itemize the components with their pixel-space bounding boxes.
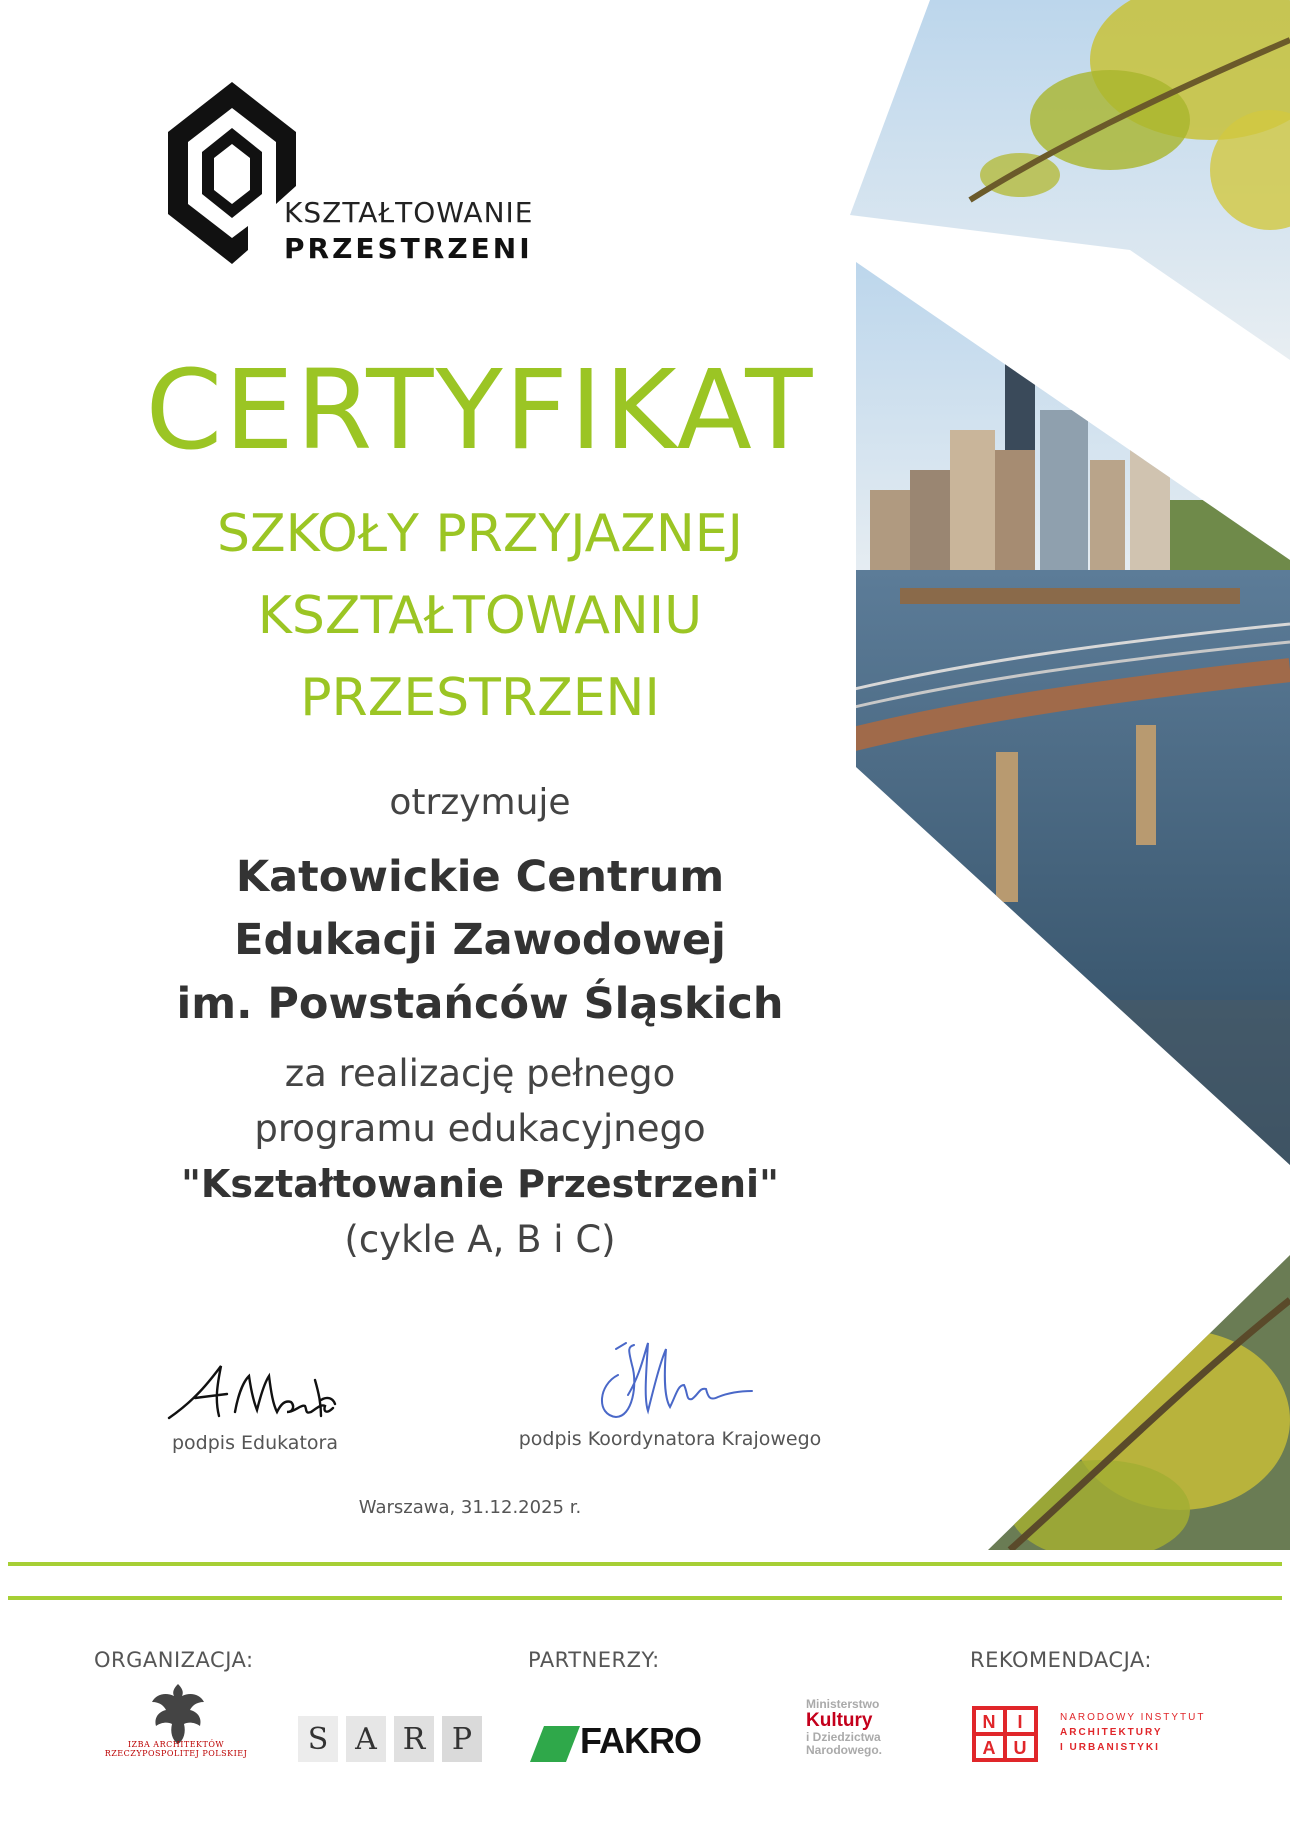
- certificate-subtitle-line: SZKOŁY PRZYJAZNEJ: [217, 504, 743, 564]
- kształtowanie-przestrzeni-logo-icon: [168, 82, 296, 264]
- city-waterfront-photo-collage: [850, 0, 1290, 1560]
- logo-text-line1: KSZTAŁTOWANIE: [284, 196, 534, 229]
- eagle-emblem-icon: [148, 1678, 208, 1748]
- receives-text: otrzymuje: [389, 782, 571, 823]
- rekomendacja-label: REKOMENDACJA:: [970, 1648, 1152, 1672]
- coordinator-signature-label: podpis Koordynatora Krajowego: [518, 1428, 822, 1450]
- niau-logo-text: [1060, 1710, 1205, 1755]
- izba-architektow-logo-text: IZBA ARCHITEKTÓW RZECZYPOSPOLITEJ POLSKIEJ: [104, 1740, 248, 1758]
- fakro-logo-text: FAKRO: [580, 1720, 701, 1761]
- certificate-subtitle-line: KSZTAŁTOWANIU: [257, 586, 703, 646]
- niau-text-line: NARODOWY INSTYTUT: [1060, 1712, 1206, 1723]
- svg-text:S: S: [307, 1722, 329, 1757]
- program-name: "Kształtowanie Przestrzeni": [181, 1162, 779, 1206]
- certificate-title: CERTYFIKAT: [145, 346, 815, 474]
- educator-signature-icon: [165, 1360, 345, 1428]
- recipient-name-line: Edukacji Zawodowej: [234, 915, 726, 965]
- mkidn-line: i Dziedzictwa: [806, 1730, 881, 1744]
- svg-text:U: U: [1013, 1738, 1027, 1758]
- sarp-logo-icon: [298, 1716, 484, 1762]
- niau-text-line: I URBANISTYKI: [1060, 1742, 1160, 1753]
- recipient-name-line: im. Powstańców Śląskich: [176, 979, 784, 1029]
- niau-text-line: ARCHITEKTURY: [1060, 1727, 1163, 1738]
- mkidn-line: Kultury: [806, 1710, 873, 1731]
- reason-text-line: za realizację pełnego: [284, 1052, 676, 1095]
- mkidn-line: Narodowego.: [806, 1743, 883, 1757]
- educator-signature-label: podpis Edukatora: [172, 1432, 338, 1454]
- svg-text:I: I: [1017, 1712, 1023, 1732]
- mkidn-line: Ministerstwo: [806, 1697, 880, 1711]
- svg-text:A: A: [355, 1722, 377, 1757]
- divider-line: [8, 1596, 1282, 1600]
- recipient-name-line: Katowickie Centrum: [235, 852, 725, 902]
- coordinator-signature-icon: [588, 1335, 758, 1435]
- leaves-photo: [850, 1250, 1290, 1560]
- program-cycles: (cykle A, B i C): [344, 1218, 616, 1261]
- svg-text:A: A: [982, 1738, 996, 1758]
- ministerstwo-kultury-logo: [806, 1698, 936, 1766]
- divider-line: [8, 1562, 1282, 1566]
- skyline-pier-photo: [850, 260, 1290, 1170]
- svg-text:R: R: [402, 1722, 426, 1757]
- certificate-subtitle-line: PRZESTRZENI: [300, 668, 660, 728]
- niau-logo-icon: [972, 1706, 1038, 1762]
- partnerzy-label: PARTNERZY:: [528, 1648, 660, 1672]
- fakro-green-mark-icon: [530, 1726, 580, 1762]
- organizacja-label: ORGANIZACJA:: [94, 1648, 254, 1672]
- place-and-date: Warszawa, 31.12.2025 r.: [358, 1497, 582, 1518]
- reason-text-line: programu edukacyjnego: [254, 1107, 706, 1150]
- svg-text:P: P: [451, 1722, 473, 1757]
- svg-text:N: N: [982, 1712, 996, 1732]
- logo-text-line2: PRZESTRZENI: [284, 232, 533, 265]
